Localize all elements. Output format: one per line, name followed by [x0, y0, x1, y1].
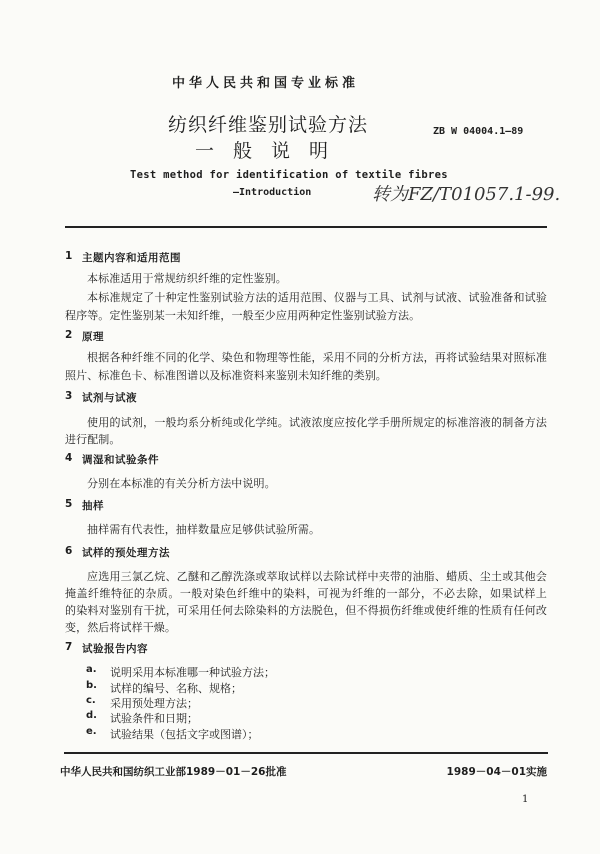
section-number: 3 — [65, 390, 73, 402]
list-item-label: c. — [86, 695, 96, 706]
document-subtitle: 一般说明 — [195, 140, 348, 162]
page-number: 1 — [522, 794, 529, 805]
approval-date: 中华人民共和国纺织工业部1989－01－26批准 — [60, 766, 287, 778]
section-number: 4 — [65, 452, 73, 464]
list-item: 试样的编号、名称、规格； — [110, 682, 242, 695]
section-heading: 调湿和试验条件 — [82, 454, 159, 466]
section-number: 2 — [65, 329, 73, 341]
section-number: 1 — [65, 250, 73, 262]
list-item: 试验条件和日期； — [110, 712, 198, 725]
paragraph-line: 的染料对鉴别有干扰，可采用任何去除染料的方法脱色，但不得损伤纤维或使纤维的性质有任何改 — [65, 604, 547, 617]
paragraph-line: 本标准规定了十种定性鉴别试验方法的适用范围、仪器与工具、试剂与试液、试验准备和试验 — [87, 291, 547, 304]
list-item-label: b. — [86, 680, 97, 691]
paragraph-line: 使用的试剂，一般均系分析纯或化学纯。试液浓度应按化学手册所规定的标准溶液的制备方法 — [87, 416, 547, 429]
section-heading: 试剂与试液 — [82, 392, 137, 404]
section-number: 7 — [65, 641, 73, 653]
list-item-label: e. — [86, 726, 97, 737]
standard-org-heading: 中华人民共和国专业标准 — [172, 76, 360, 91]
section-number: 5 — [65, 498, 73, 510]
footer-divider — [64, 752, 548, 754]
paragraph-line: 本标准适用于常规纺织纤维的定性鉴别。 — [87, 272, 287, 285]
english-subtitle: —Introduction — [233, 187, 312, 198]
standard-code: ZB W 04004.1—89 — [433, 126, 524, 137]
list-item: 试验结果（包括文字或图谱）； — [110, 728, 259, 741]
paragraph-line: 程序等。定性鉴别某一未知纤维，一般至少应用两种定性鉴别试验方法。 — [65, 309, 421, 322]
paragraph-line: 进行配制。 — [65, 433, 121, 446]
list-item: 说明采用本标准哪一种试验方法； — [110, 666, 275, 679]
paragraph-line: 掩盖纤维特征的杂质。一般对染色纤维中的染料，可视为纤维的一部分，不必去除，如果试样上 — [65, 587, 547, 600]
section-heading: 试验报告内容 — [82, 643, 148, 655]
section-number: 6 — [65, 545, 73, 557]
paragraph-line: 抽样需有代表性，抽样数量应足够供试验所需。 — [87, 523, 321, 536]
paragraph-line: 变，然后将试样干燥。 — [65, 621, 176, 634]
list-item-label: d. — [86, 710, 97, 721]
section-heading: 主题内容和适用范围 — [82, 252, 181, 264]
paragraph-line: 分别在本标准的有关分析方法中说明。 — [87, 477, 276, 490]
list-item-label: a. — [86, 664, 97, 675]
header-divider — [65, 226, 547, 228]
handwritten-note: 转为FZ/T01057.1-99. — [372, 184, 561, 205]
section-heading: 试样的预处理方法 — [82, 547, 170, 559]
paragraph-line: 照片、标准色卡、标准图谱以及标准资料来鉴别未知纤维的类别。 — [65, 369, 387, 382]
effective-date: 1989－04－01实施 — [446, 766, 547, 778]
paragraph-line: 应选用三氯乙烷、乙醚和乙醇洗涤或萃取试样以去除试样中夹带的油脂、蜡质、尘土或其他会 — [87, 570, 547, 583]
document-title: 纺织纤维鉴别试验方法 — [168, 114, 369, 136]
section-heading: 原理 — [82, 331, 104, 343]
list-item: 采用预处理方法； — [110, 697, 198, 710]
english-title: Test method for identification of textile fibres — [130, 169, 448, 181]
section-heading: 抽样 — [82, 500, 104, 512]
paragraph-line: 根据各种纤维不同的化学、染色和物理等性能，采用不同的分析方法，再将试验结果对照标准 — [87, 351, 547, 364]
